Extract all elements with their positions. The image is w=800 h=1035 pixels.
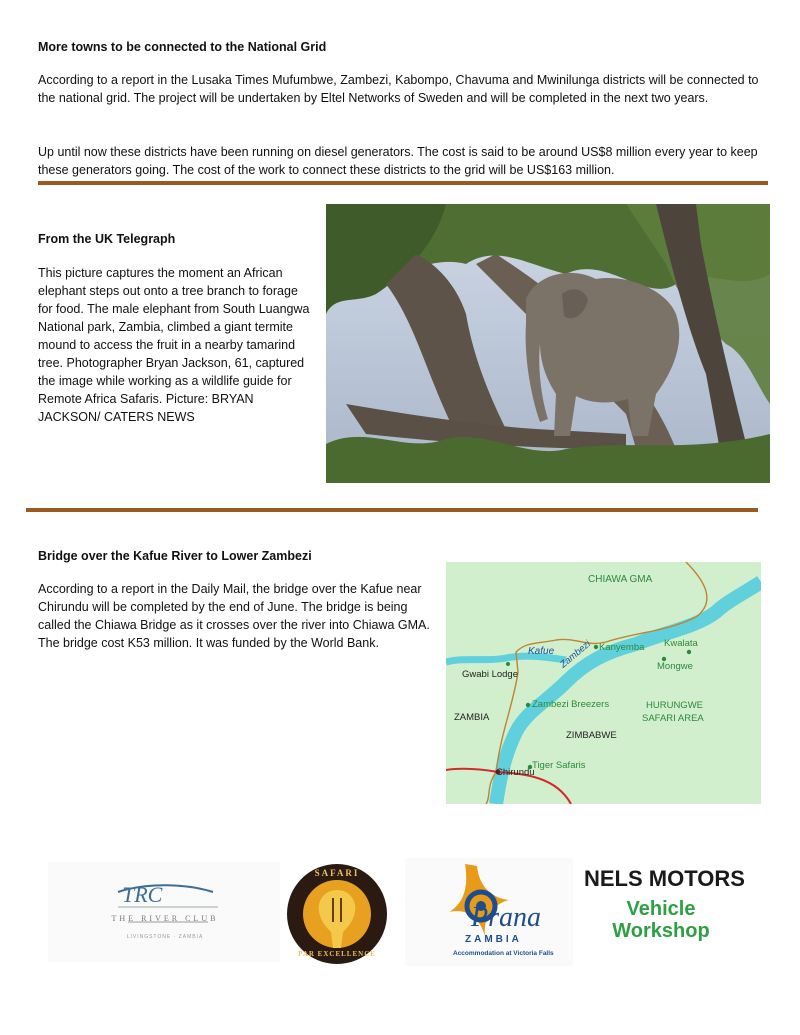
divider-rule	[38, 181, 768, 185]
map-label-zambia: ZAMBIA	[454, 712, 490, 723]
map-label-zambezi-breezers: Zambezi Breezers	[532, 699, 610, 710]
nels-motors-line1: Vehicle	[626, 898, 696, 920]
paragraph-kafue-bridge: According to a report in the Daily Mail, the bridge over the Kafue near Chirundu will be completed by the end of June. The bridge is being called the Chiawa Bridge as it crosses over the river into Chiawa GMA. The bridge cost K53 million. It was funded by the World Bank.	[38, 582, 430, 650]
divider-rule	[26, 508, 758, 512]
map-label-safari-area: SAFARI AREA	[642, 713, 704, 724]
map-label-kanyemba: Kanyemba	[599, 642, 645, 653]
prana-zambia-logo	[405, 858, 573, 966]
river-club-sub: LIVINGSTONE · ZAMBIA	[126, 934, 204, 940]
river-club-name: THE RIVER CLUB	[111, 914, 219, 923]
section-heading-national-grid: More towns to be connected to the National Grid	[38, 40, 327, 54]
map-label-kwalata: Kwalata	[664, 638, 698, 649]
map-label-zimbabwe: ZIMBABWE	[566, 730, 617, 741]
section-heading-telegraph: From the UK Telegraph	[38, 232, 176, 246]
nels-motors-title: NELS MOTORS	[584, 866, 745, 891]
paragraph-national-grid-1: According to a report in the Lusaka Times Mufumbwe, Zambezi, Kabompo, Chavuma and Mwinilunga districts will be connected to the national grid. The project will be undertaken by Eltel Networks of Sweden and will be completed in the next two years.	[38, 73, 759, 105]
map-label-zambezi-river: Zambezi	[558, 638, 593, 671]
prana-name: Prana	[471, 902, 541, 933]
paragraph-telegraph: This picture captures the moment an African elephant steps out onto a tree branch to forage for food. The male elephant from South Luangwa National park, Zambia, climbed a giant termite mound to access the fruit in a nearby tamarind tree. Photographer Bryan Jackson, 61, captured the image while working as a wildlife guide for Remote Africa Safaris. Picture: BRYAN JACKSON/ CATERS NEWS	[38, 266, 310, 424]
kafue-zambezi-map	[446, 562, 761, 804]
safari-logo-top-text: SAFARI	[314, 868, 360, 878]
prana-tagline: Accommodation at Victoria Falls	[453, 950, 554, 957]
safari-par-excellence-logo	[283, 862, 391, 966]
map-label-chiawa: CHIAWA GMA	[588, 574, 653, 585]
section-heading-kafue-bridge: Bridge over the Kafue River to Lower Zambezi	[38, 549, 312, 563]
river-club-mark: TRC	[122, 882, 163, 907]
map-label-chirundu: Chirundu	[496, 767, 535, 778]
paragraph-national-grid-2: Up until now these districts have been running on diesel generators. The cost is said to be around US$8 million every year to keep these generators going. The cost of the work to connect these districts to the grid will be US$163 million.	[38, 145, 758, 177]
nels-motors-line2: Workshop	[612, 920, 710, 942]
nels-motors-logo	[576, 866, 766, 956]
map-label-kafue: Kafue	[528, 646, 555, 657]
safari-logo-bottom-text: PAR EXCELLENCE	[298, 950, 376, 958]
map-label-gwabi-lodge: Gwabi Lodge	[462, 669, 518, 680]
elephant-photo	[326, 204, 770, 483]
map-label-tiger-safaris: Tiger Safaris	[532, 760, 586, 771]
river-club-logo	[48, 862, 280, 962]
map-label-mongwe: Mongwe	[657, 661, 693, 672]
prana-country: ZAMBIA	[465, 934, 522, 945]
map-label-hurungwe: HURUNGWE	[646, 700, 703, 711]
